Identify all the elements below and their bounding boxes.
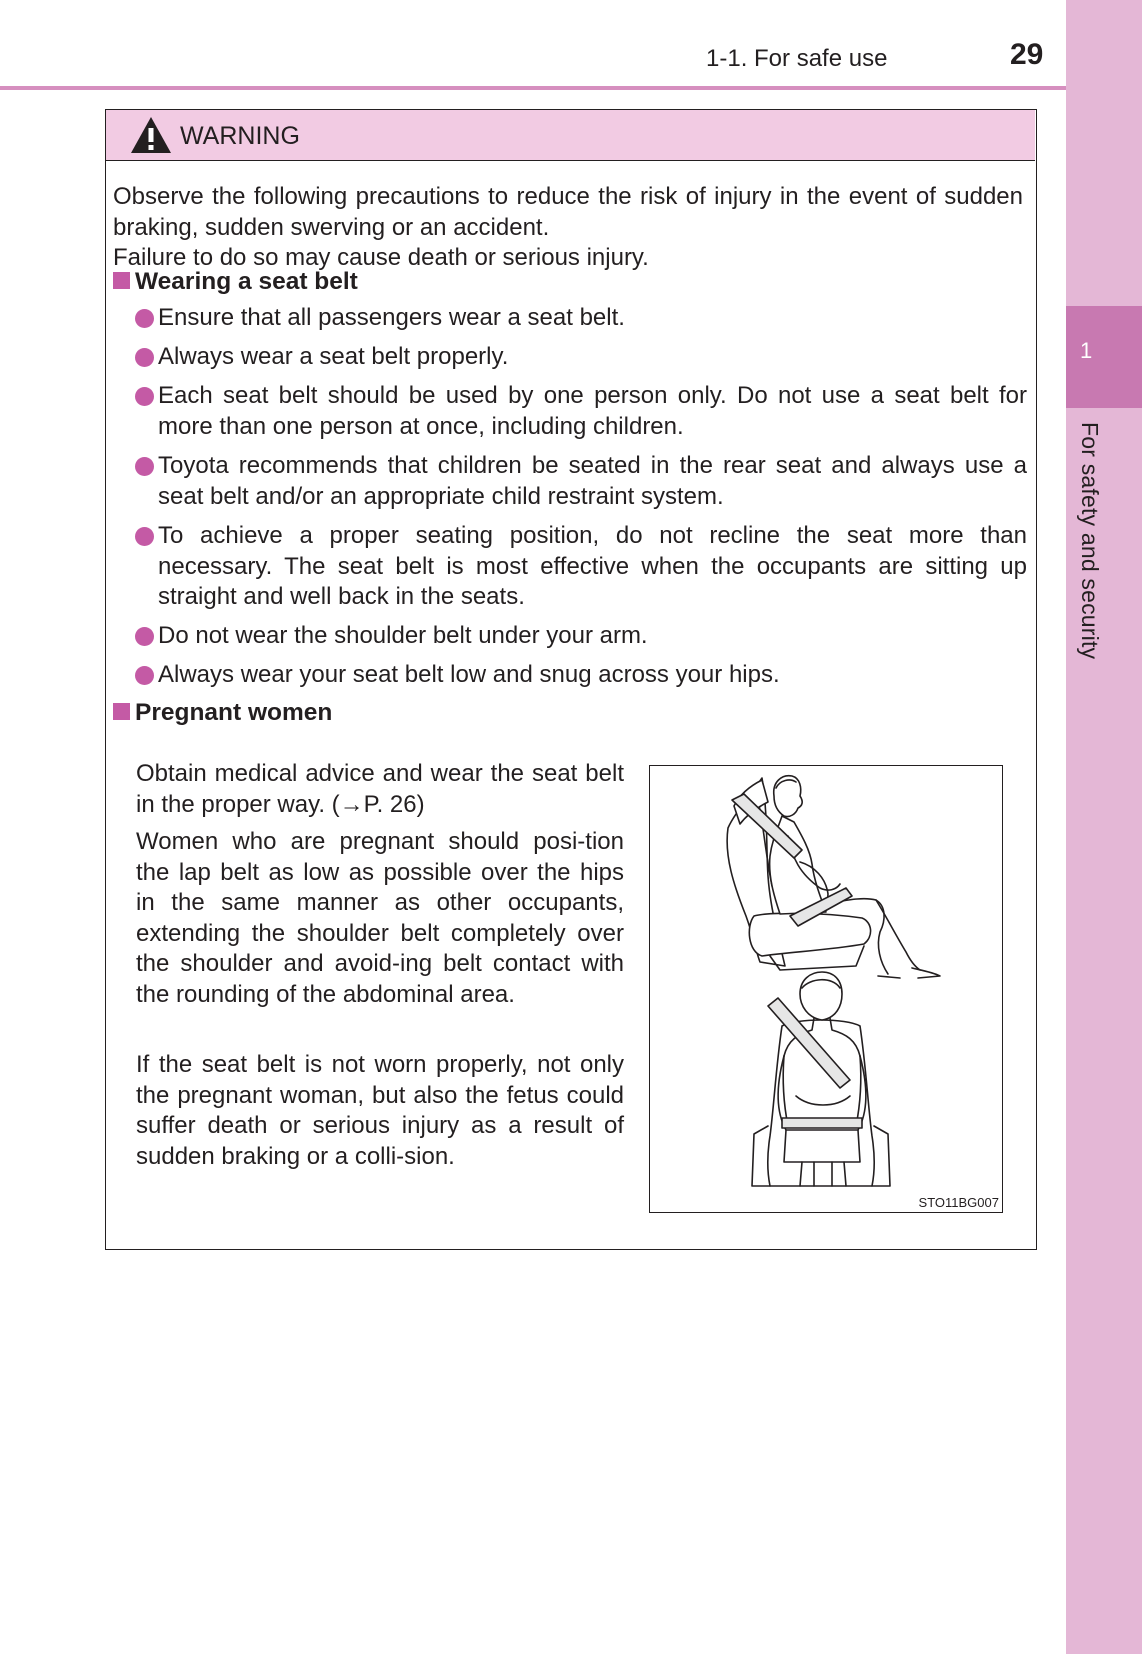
bullet-dot-icon <box>135 627 154 646</box>
bullet-dot-icon <box>135 387 154 406</box>
chapter-number: 1 <box>1080 338 1093 363</box>
square-bullet-icon <box>113 272 130 289</box>
heading-text: Pregnant women <box>135 699 333 726</box>
intro-text-2: Failure to do so may cause death or serious injury. <box>113 244 649 271</box>
list-item-text: Always wear a seat belt properly. <box>158 343 509 370</box>
seat-belt-illustration <box>649 765 1003 1213</box>
warning-box <box>105 109 1037 1250</box>
warning-title: WARNING <box>180 122 300 150</box>
side-index-strip <box>1066 0 1142 1654</box>
list-item <box>135 342 1027 373</box>
bullet-dot-icon <box>135 457 154 476</box>
section-title: 1-1. For safe use <box>706 45 888 72</box>
list-item <box>135 521 1027 613</box>
page-number: 29 <box>1010 38 1044 71</box>
list-item <box>135 381 1027 442</box>
intro-text-1: Observe the following precautions to reduce the risk of injury in the event of sudden braking, sudden swerving or an accident. <box>113 183 1023 241</box>
list-item-text: Always wear your seat belt low and snug across your hips. <box>158 661 780 688</box>
list-item <box>135 303 1027 334</box>
list-item <box>135 621 1027 652</box>
warning-intro <box>113 182 1023 274</box>
chapter-tab[interactable] <box>1066 306 1142 408</box>
list-item-text: Toyota recommends that children be seated in the rear seat and always use a seat belt and/or an appropriate child restraint system. <box>158 452 1027 510</box>
front-view-figure <box>752 972 890 1186</box>
side-view-figure <box>727 776 940 978</box>
pregnant-paragraph-2: Women who are pregnant should posi-tion the lap belt as low as possible over the hips in the same manner as other occupants, extending the shoulder belt completely over the shoulder and avoid-ing belt contact with the rounding of the abdominal area. <box>136 828 624 1008</box>
list-item <box>135 660 1027 691</box>
bullet-dot-icon <box>135 527 154 546</box>
section-heading-pregnant-women <box>113 699 332 727</box>
bullet-dot-icon <box>135 309 154 328</box>
list-item-text: Do not wear the shoulder belt under your arm. <box>158 622 648 649</box>
warning-triangle-icon <box>130 116 172 154</box>
list-item-text: Ensure that all passengers wear a seat belt. <box>158 304 625 331</box>
figure-id: STO11BG007 <box>918 1195 999 1210</box>
chapter-label: For safety and security <box>1077 422 1103 660</box>
list-item-text: To achieve a proper seating position, do not recline the seat more than necessary. The seat belt is most effective when the occupants are sitting up straight and well back in the seats. <box>158 522 1027 610</box>
section-heading-seat-belt <box>113 268 358 296</box>
list-item-text: Each seat belt should be used by one person only. Do not use a seat belt for more than one person at once, including children. <box>158 382 1027 440</box>
bullet-dot-icon <box>135 666 154 685</box>
pregnant-paragraph-3: If the seat belt is not worn properly, not only the pregnant woman, but also the fetus could suffer death or serious injury as a result of sudden braking or a colli-sion. <box>136 1051 624 1170</box>
square-bullet-icon <box>113 703 130 720</box>
heading-text: Wearing a seat belt <box>135 268 358 295</box>
bullet-dot-icon <box>135 348 154 367</box>
header-divider <box>0 86 1066 90</box>
pregnant-paragraph-1: Obtain medical advice and wear the seat belt in the proper way. (→P. 26) <box>136 760 624 818</box>
list-item <box>135 451 1027 512</box>
warning-header <box>106 110 1035 161</box>
